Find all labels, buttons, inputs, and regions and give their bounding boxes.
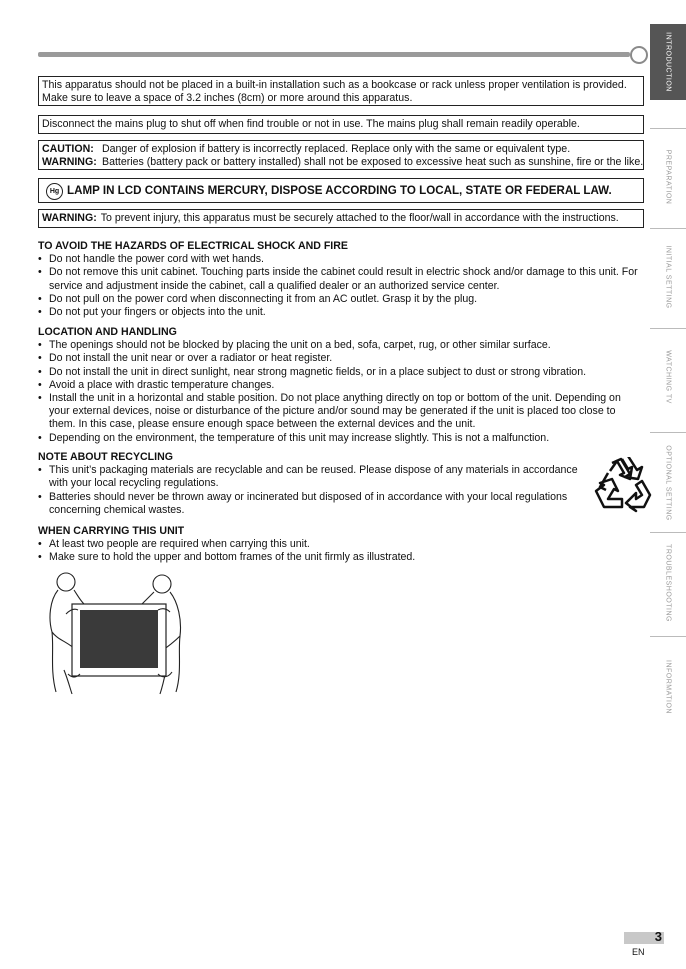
mains-text: Disconnect the mains plug to shut off when find trouble or not in use. The mains plug shall remain readily operable. <box>42 118 580 130</box>
ventilation-notice <box>38 76 644 106</box>
section-carrying <box>38 525 638 565</box>
hg-icon: Hg <box>46 183 63 200</box>
mercury-notice <box>38 178 644 203</box>
section-electrical-shock <box>38 240 638 319</box>
warning2-label: WARNING: <box>42 212 97 224</box>
caution-warning-notice <box>38 140 644 170</box>
list-item: • Do not install the unit in direct sunlight, near strong magnetic fields, or in a place subject to dust or strong vibration. <box>38 366 638 379</box>
ventilation-line-1: This apparatus should not be placed in a built-in installation such as a bookcase or rack unless proper ventilation is provided. <box>42 79 627 91</box>
list-item: • Depending on the environment, the temperature of this unit may increase slightly. This is not a malfunction. <box>38 432 638 445</box>
tab-information[interactable]: INFORMATION <box>650 636 686 736</box>
list-item: • This unit’s packaging materials are recyclable and can be reused. Please dispose of any materials in accordance with your local recycling regulations. <box>38 464 598 490</box>
list-item: • Do not pull on the power cord when disconnecting it from an AC outlet. Grasp it by the plug. <box>38 293 638 306</box>
tab-initial-setting[interactable]: INITIAL SETTING <box>650 228 686 324</box>
list-item: • Do not remove this unit cabinet. Touching parts inside the cabinet could result in electric shock and/or damage to this unit. For service and adjustment inside the cabinet, call a qualified dealer or an authorized service center. <box>38 266 638 292</box>
list-item: • Avoid a place with drastic temperature changes. <box>38 379 638 392</box>
caution-label: CAUTION: <box>42 143 94 155</box>
language-code: EN <box>632 947 645 957</box>
list-item: • Do not put your fingers or objects into the unit. <box>38 306 638 319</box>
attachment-warning-row <box>42 212 640 225</box>
mains-notice <box>38 115 644 134</box>
warning2-text: To prevent injury, this apparatus must be securely attached to the floor/wall in accordance with the instructions. <box>100 212 619 224</box>
caution-row <box>42 143 640 156</box>
lamp-warning-text: LAMP IN LCD CONTAINS MERCURY, DISPOSE ACCORDING TO LOCAL, STATE OR FEDERAL LAW. <box>67 184 612 197</box>
section-title: WHEN CARRYING THIS UNIT <box>38 525 185 537</box>
list-item: • At least two people are required when carrying this unit. <box>38 538 638 551</box>
list-item: • Install the unit in a horizontal and stable position. Do not place anything directly on top or bottom of the unit. Depending on your external devices, noise or disturbance of the picture and/or sound may be generated if the unit is placed too close to them. In this case, please ensure enough space between the external devices and the unit. <box>38 392 638 432</box>
tab-optional-setting[interactable]: OPTIONAL SETTING <box>650 432 686 532</box>
battery-warning-row <box>42 156 644 169</box>
tab-troubleshooting[interactable]: TROUBLESHOOTING <box>650 532 686 632</box>
carrying-illustration <box>44 570 194 696</box>
recycle-icon <box>590 457 652 513</box>
header-rule-end-circle <box>630 46 648 64</box>
page-number-bar <box>624 929 664 944</box>
list-item: • The openings should not be blocked by placing the unit on a bed, sofa, carpet, rug, or other similar surface. <box>38 339 638 352</box>
ventilation-line-2: Make sure to leave a space of 3.2 inches (8cm) or more around this apparatus. <box>42 92 413 104</box>
section-recycling <box>38 451 598 517</box>
list-item: • Batteries should never be thrown away or incinerated but disposed of in accordance with your local regulations concerning chemical wastes. <box>38 491 598 517</box>
section-title: TO AVOID THE HAZARDS OF ELECTRICAL SHOCK AND FIRE <box>38 240 348 252</box>
section-location-handling <box>38 326 638 445</box>
page-number: 3 <box>654 929 662 944</box>
list-item: • Do not install the unit near or over a radiator or heat register. <box>38 352 638 365</box>
header-rule <box>38 52 630 57</box>
section-title: NOTE ABOUT RECYCLING <box>38 451 173 463</box>
list-item: • Make sure to hold the upper and bottom frames of the unit firmly as illustrated. <box>38 551 638 564</box>
section-title: LOCATION AND HANDLING <box>38 326 177 338</box>
list-item: • Do not handle the power cord with wet hands. <box>38 253 638 266</box>
tab-introduction[interactable]: INTRODUCTION <box>650 24 686 100</box>
warning-label: WARNING: <box>42 156 97 168</box>
tab-preparation[interactable]: PREPARATION <box>650 128 686 224</box>
tab-watching-tv[interactable]: WATCHING TV <box>650 328 686 424</box>
caution-text: Danger of explosion if battery is incorrectly replaced. Replace only with the same or equivalent type. <box>102 143 571 155</box>
attachment-warning <box>38 209 644 228</box>
warning-text: Batteries (battery pack or battery installed) shall not be exposed to excessive heat such as sunshine, fire or the like. <box>102 156 644 168</box>
